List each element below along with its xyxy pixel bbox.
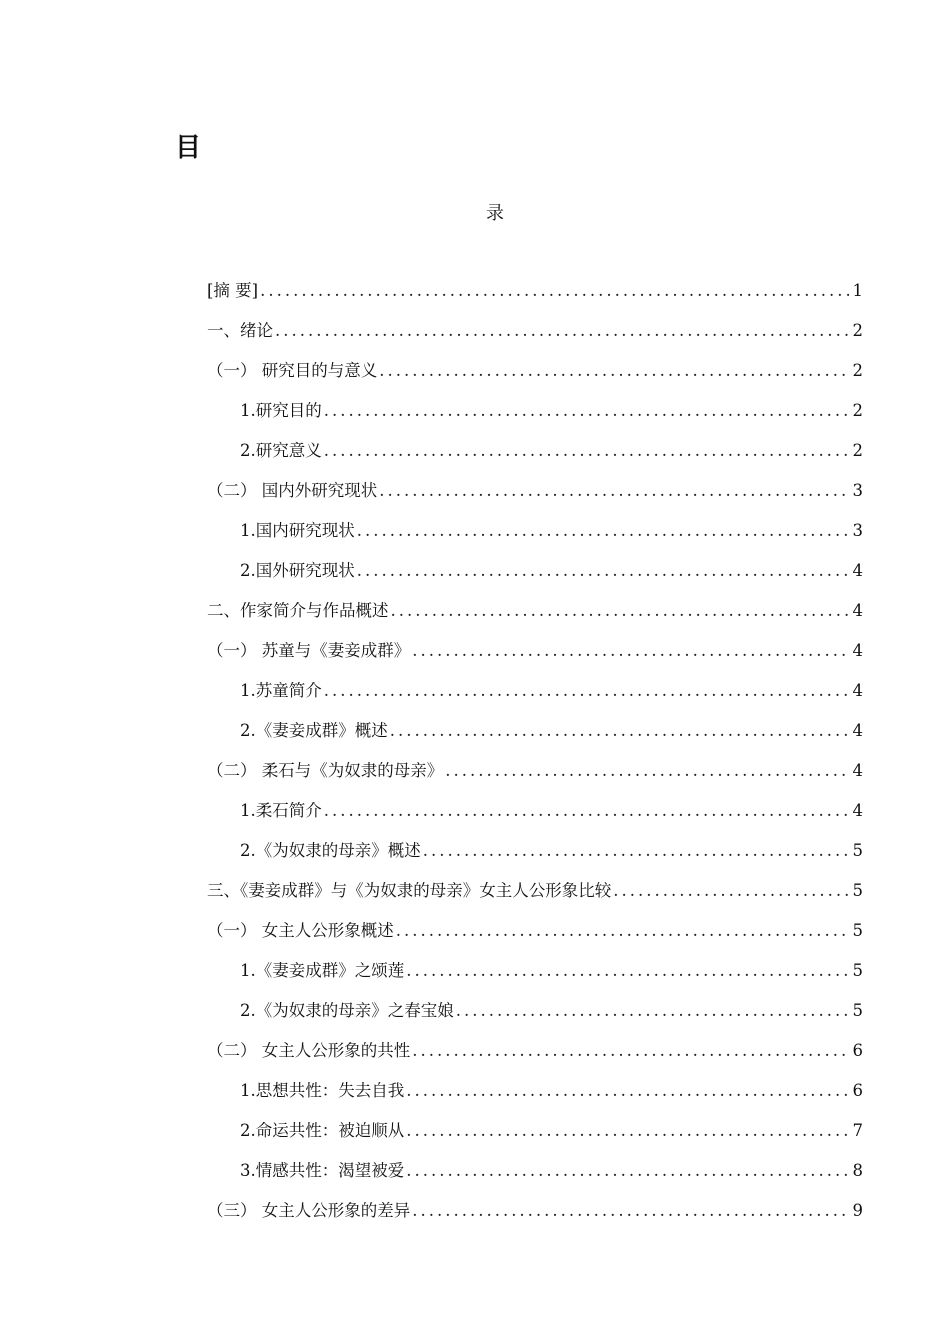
toc-entry-page-number: 2 [852, 441, 863, 460]
toc-entry[interactable] [207, 797, 863, 837]
toc-entry[interactable] [207, 717, 863, 757]
toc-entry[interactable] [207, 357, 863, 397]
toc-entry[interactable] [207, 597, 863, 637]
dot-leader [324, 677, 849, 705]
table-of-contents [207, 277, 863, 1237]
toc-entry-title: （三） 女主人公形象的差异 [207, 1201, 411, 1220]
dot-leader [390, 717, 849, 745]
toc-entry-page-number: 4 [852, 641, 863, 660]
toc-entry-title: 2.《妻妾成群》概述 [240, 721, 388, 740]
toc-entry-title: 二、作家简介与作品概述 [207, 601, 389, 620]
toc-entry[interactable] [207, 637, 863, 677]
toc-entry-page-number: 3 [852, 481, 863, 500]
toc-entry-page-number: 3 [852, 521, 863, 540]
toc-entry-page-number: 7 [852, 1121, 863, 1140]
toc-entry-page-number: 4 [852, 601, 863, 620]
toc-entry-title: 3.情感共性：渴望被爱 [240, 1161, 405, 1180]
toc-entry[interactable] [207, 997, 863, 1037]
toc-entry-page-number: 2 [852, 401, 863, 420]
toc-entry-page-number: 5 [852, 921, 863, 940]
toc-entry[interactable] [207, 1117, 863, 1157]
toc-entry-page-number: 4 [852, 721, 863, 740]
toc-entry[interactable] [207, 957, 863, 997]
toc-entry[interactable] [207, 437, 863, 477]
toc-entry-title: 2.研究意义 [240, 441, 322, 460]
dot-leader [324, 437, 849, 465]
toc-entry[interactable] [207, 837, 863, 877]
toc-entry-page-number: 6 [852, 1041, 863, 1060]
toc-entry[interactable] [207, 557, 863, 597]
dot-leader [412, 1037, 848, 1065]
dot-leader [406, 1077, 848, 1105]
toc-entry-title: （二） 国内外研究现状 [207, 481, 378, 500]
toc-entry-title: 1.苏童简介 [240, 681, 322, 700]
dot-leader [379, 357, 848, 385]
dot-leader [412, 637, 848, 665]
toc-entry-title: （二） 柔石与《为奴隶的母亲》 [207, 761, 444, 780]
toc-entry-page-number: 5 [852, 841, 863, 860]
dot-leader [406, 957, 848, 985]
dot-leader [324, 397, 849, 425]
toc-entry-page-number: 2 [852, 361, 863, 380]
toc-entry-page-number: 5 [852, 881, 863, 900]
dot-leader [391, 597, 849, 625]
toc-entry-page-number: 9 [852, 1201, 863, 1220]
dot-leader [396, 917, 849, 945]
dot-leader [412, 1197, 848, 1225]
toc-entry-title: 1.国内研究现状 [240, 521, 355, 540]
toc-entry-page-number: 8 [852, 1161, 863, 1180]
toc-entry-page-number: 5 [852, 961, 863, 980]
dot-leader [456, 997, 849, 1025]
toc-heading-char-2: 录 [486, 203, 504, 224]
dot-leader [445, 757, 848, 785]
toc-entry[interactable] [207, 917, 863, 957]
toc-entry[interactable] [207, 877, 863, 917]
toc-entry-title: [摘 要] [207, 281, 259, 300]
toc-entry-title: 一、绪论 [207, 321, 273, 340]
toc-entry-title: （一） 苏童与《妻妾成群》 [207, 641, 411, 660]
toc-heading-char-1: 目 [175, 133, 202, 163]
dot-leader [613, 877, 848, 905]
toc-entry[interactable] [207, 757, 863, 797]
toc-entry-title: 三、《妻妾成群》与《为奴隶的母亲》女主人公形象比较 [207, 881, 612, 900]
toc-entry-title: （二） 女主人公形象的共性 [207, 1041, 411, 1060]
toc-entry-title: 1.研究目的 [240, 401, 322, 420]
toc-entry-title: 2.命运共性：被迫顺从 [240, 1121, 405, 1140]
toc-entry[interactable] [207, 397, 863, 437]
toc-entry[interactable] [207, 1197, 863, 1237]
toc-entry[interactable] [207, 477, 863, 517]
toc-entry-page-number: 6 [852, 1081, 863, 1100]
toc-entry-page-number: 4 [852, 681, 863, 700]
toc-entry[interactable] [207, 317, 863, 357]
toc-entry-page-number: 1 [852, 281, 863, 300]
toc-entry-title: （一） 女主人公形象概述 [207, 921, 394, 940]
toc-entry[interactable] [207, 517, 863, 557]
toc-entry-page-number: 4 [852, 761, 863, 780]
dot-leader [275, 317, 849, 345]
toc-entry-title: 2.国外研究现状 [240, 561, 355, 580]
dot-leader [260, 277, 848, 305]
dot-leader [406, 1117, 848, 1145]
toc-entry[interactable] [207, 1037, 863, 1077]
toc-entry-title: 1.思想共性：失去自我 [240, 1081, 405, 1100]
toc-entry-title: 2.《为奴隶的母亲》概述 [240, 841, 421, 860]
dot-leader [379, 477, 848, 505]
toc-entry[interactable] [207, 277, 863, 317]
toc-entry-title: （一） 研究目的与意义 [207, 361, 378, 380]
toc-entry-page-number: 4 [852, 801, 863, 820]
toc-entry-page-number: 5 [852, 1001, 863, 1020]
dot-leader [357, 557, 849, 585]
dot-leader [324, 797, 849, 825]
toc-entry[interactable] [207, 677, 863, 717]
dot-leader [423, 837, 849, 865]
toc-entry-title: 1.柔石简介 [240, 801, 322, 820]
toc-entry-page-number: 2 [852, 321, 863, 340]
dot-leader [406, 1157, 848, 1185]
dot-leader [357, 517, 849, 545]
toc-entry-page-number: 4 [852, 561, 863, 580]
toc-entry[interactable] [207, 1077, 863, 1117]
toc-entry[interactable] [207, 1157, 863, 1197]
toc-entry-title: 1.《妻妾成群》之颂莲 [240, 961, 405, 980]
toc-entry-title: 2.《为奴隶的母亲》之春宝娘 [240, 1001, 454, 1020]
